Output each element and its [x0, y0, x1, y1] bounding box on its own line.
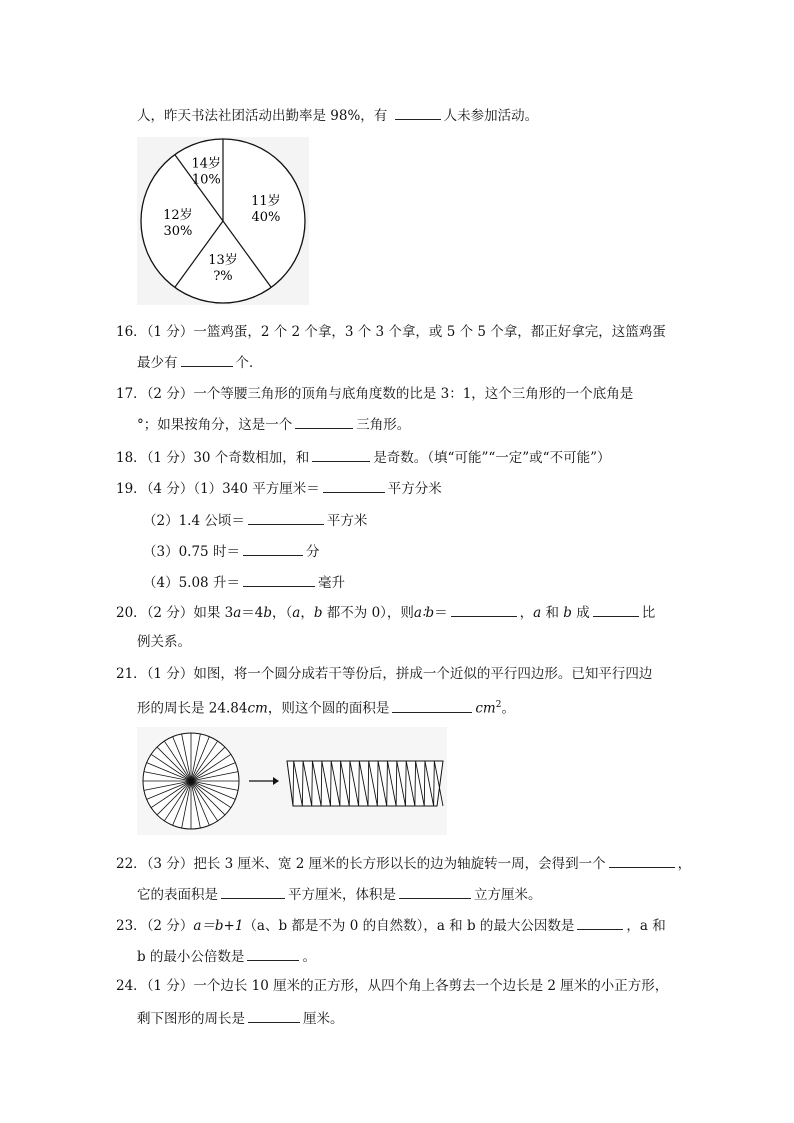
q16-line2 [137, 352, 263, 372]
q24-answer-blank[interactable] [248, 1008, 300, 1023]
q22-score: （3 分） [146, 856, 194, 872]
q20-text-f: ＝ [434, 605, 448, 621]
q24-score: （1 分） [146, 978, 194, 994]
q23-paren: （a、b 都是不为 0 的自然数）， [243, 918, 437, 934]
q16-text: 一篮鸡蛋，2 个 2 个拿，3 个 3 个拿，或 5 个 5 个拿，都正好拿完，这篮鸡蛋 [193, 324, 666, 340]
q15-answer-blank[interactable] [395, 105, 441, 120]
pie-slice-label: 13岁 [208, 253, 238, 269]
q21-line2 [137, 696, 515, 718]
q15-text-after: 人未参加活动。 [443, 108, 539, 124]
q21-sup: 2 [495, 700, 502, 710]
q18-answer-blank[interactable] [312, 447, 370, 462]
q17-number: 17． [116, 386, 147, 402]
q23-number: 23． [116, 918, 147, 934]
q20-var-c: a [292, 605, 301, 621]
q19-score: （4 分） [146, 481, 194, 497]
pie-slice-label: 11岁 [251, 194, 281, 210]
circle-to-parallelogram-figure [137, 727, 447, 835]
q22-text-end: ， [677, 856, 692, 872]
q17-text3: 三角形。 [356, 417, 411, 433]
q23-expr: a＝b+1 [193, 918, 244, 934]
q21-unit: cm [247, 700, 268, 717]
q18-text2: 是奇数。（填“可能”“一定”或“不可能”） [373, 450, 611, 466]
q19-item2-unit: 平方米 [326, 513, 368, 529]
pie-slice-label: 14岁 [191, 156, 222, 172]
q23-lcm-blank[interactable] [247, 946, 299, 961]
q18-line [116, 447, 610, 467]
q17-line1 [116, 385, 633, 403]
q19-item1-prefix: （1）340 平方厘米＝ [193, 481, 320, 497]
q20-line1 [116, 602, 655, 622]
q20-text-j: 比 [641, 605, 656, 621]
q20-text-e: 都不为 0），则 [322, 605, 414, 621]
q20-number: 20． [116, 605, 147, 621]
q24-text: 一个边长 10 厘米的正方形，从四个角上各剪去一个边长是 2 厘米的小正方形， [193, 978, 669, 994]
pie-slice-value: 30% [163, 224, 193, 239]
q18-score: （1 分） [146, 450, 194, 466]
q15-text: 人，昨天书法社团活动出勤率是 98%，有 [137, 108, 388, 124]
q24-number: 24． [116, 978, 147, 994]
q16-text3: 个． [235, 355, 263, 371]
q22-line1 [116, 853, 691, 873]
q19-item4-blank[interactable] [243, 572, 315, 587]
q22-volume-blank[interactable] [399, 884, 471, 899]
pie-chart [137, 137, 309, 305]
q16-number: 16． [116, 324, 147, 340]
q20-var-d: b [313, 605, 323, 621]
q19-item3-blank[interactable] [243, 541, 303, 556]
q21-text: 如图，将一个圆分成若干等份后，拼成一个近似的平行四边形。已知平行四边 [193, 666, 653, 682]
q20-var-b: b [263, 605, 273, 621]
q24-text3: 厘米。 [303, 1011, 344, 1027]
q22-shape-blank[interactable] [609, 853, 675, 868]
q22-text4: 立方厘米。 [474, 887, 542, 903]
pie-slice-value: 10% [191, 172, 221, 188]
q20-ratio-blank[interactable] [451, 602, 517, 617]
q19-item3-unit: 分 [305, 544, 320, 560]
q23-line1 [116, 915, 666, 935]
q21-number: 21． [116, 666, 147, 682]
q20-text-a: 如果 3 [193, 605, 234, 621]
q21-answer-blank[interactable] [392, 698, 472, 713]
q19-item2-blank[interactable] [248, 510, 324, 525]
q22-line2 [137, 884, 542, 904]
q16-score: （1 分） [146, 324, 194, 340]
q20-relation-blank[interactable] [593, 602, 639, 617]
q19-line4 [143, 572, 345, 592]
q18-text: 30 个奇数相加，和 [193, 450, 310, 466]
q21-text4: 。 [501, 700, 515, 717]
q20-text-b: ＝4 [241, 605, 264, 621]
q21-text3: ，则这个圆的面积是 [267, 700, 390, 717]
q16-answer-blank[interactable] [181, 352, 233, 367]
pie-slice-label: 12岁 [163, 208, 193, 223]
divided-circle [143, 733, 239, 829]
q16-line1 [116, 323, 666, 341]
q20-text-g: ， [519, 605, 534, 621]
q20-ratio: a∶b [413, 605, 435, 621]
q22-text2: 它的表面积是 [137, 887, 218, 903]
q20-text-h: 和 [541, 605, 564, 621]
q19-item1-unit: 平方分米 [387, 481, 442, 497]
q23-text3: 。 [302, 949, 316, 965]
q20-score: （2 分） [146, 605, 194, 621]
q21-score: （1 分） [146, 666, 194, 682]
q20-line2-text: 例关系。 [137, 634, 191, 650]
q15-tail-line [137, 105, 538, 125]
q19-item2-prefix: （2）1.4 公顷＝ [143, 513, 245, 529]
parallelogram [287, 761, 443, 806]
q20-line2 [137, 633, 191, 651]
q19-item3-prefix: （3）0.75 时＝ [143, 544, 240, 560]
q23-score: （2 分） [146, 918, 194, 934]
q20-var-a: a [233, 605, 242, 621]
q16-text2: 最少有 [137, 355, 178, 371]
q20-text-i: 成 [571, 605, 590, 621]
q24-text2: 剩下图形的周长是 [137, 1011, 245, 1027]
q19-item1-blank[interactable] [323, 478, 385, 493]
pie-slice-value: ?% [213, 269, 233, 285]
q19-number: 19． [116, 481, 147, 497]
q19-line3 [143, 541, 319, 561]
q21-text2: 形的周长是 24.84 [137, 700, 248, 717]
q23-mid: a 和 b 的最大公因数是 [436, 918, 575, 934]
q17-text2: °；如果按角分，这是一个 [137, 417, 293, 433]
q20-text-c: ，（ [272, 605, 293, 621]
q21-unit2: cm [475, 700, 496, 717]
q20-text-d: ， [300, 605, 314, 621]
q17-line2 [137, 414, 410, 434]
q21-line1 [116, 665, 652, 683]
q19-item4-unit: 毫升 [317, 575, 345, 591]
q20-var-g: a [533, 605, 542, 621]
q19-line2 [143, 510, 367, 530]
pie-slice-value: 40% [251, 210, 281, 226]
q22-number: 22． [116, 856, 147, 872]
q23-text2: b 的最小公倍数是 [137, 949, 245, 965]
q17-score: （2 分） [146, 386, 194, 402]
q23-gcd-blank[interactable] [577, 915, 623, 930]
q24-line2 [137, 1008, 344, 1028]
q23-end: ，a 和 [626, 918, 666, 934]
q18-number: 18． [116, 450, 147, 466]
q22-text3: 平方厘米，体积是 [288, 887, 396, 903]
q20-var-h: b [563, 605, 572, 621]
q17-answer-blank[interactable] [295, 414, 353, 429]
q17-text: 一个等腰三角形的顶角与底角度数的比是 3：1，这个三角形的一个底角是 [193, 386, 634, 402]
q23-line2 [137, 946, 316, 966]
q22-text: 把长 3 厘米、宽 2 厘米的长方形以长的边为轴旋转一周，会得到一个 [193, 856, 606, 872]
q19-item4-prefix: （4）5.08 升＝ [143, 575, 240, 591]
q24-line1 [116, 977, 668, 995]
q19-line1 [116, 478, 442, 498]
q22-area-blank[interactable] [221, 884, 285, 899]
